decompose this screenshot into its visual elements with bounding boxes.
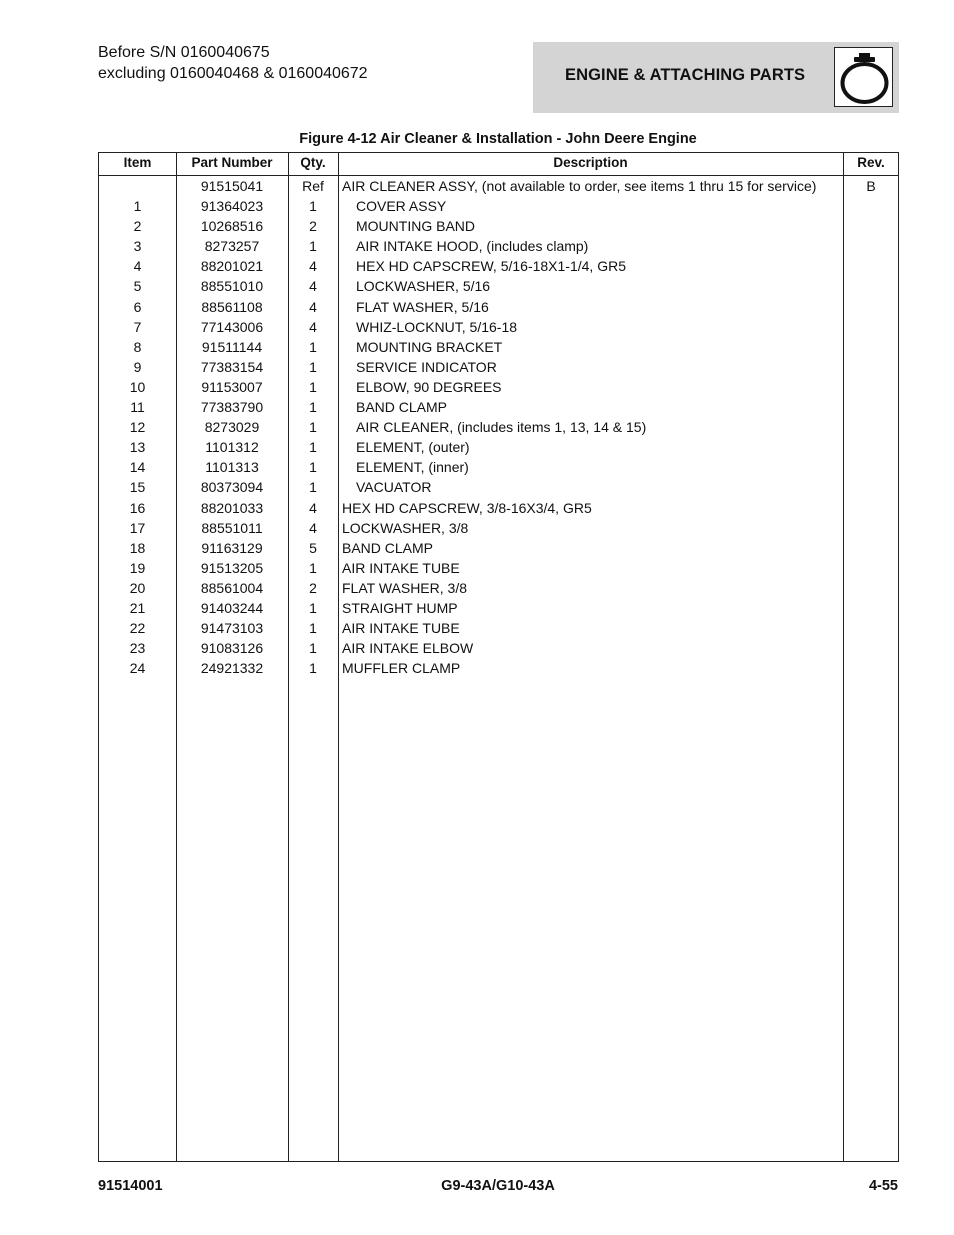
table-row [99,357,898,377]
table-row [99,538,898,558]
table-row [99,276,898,296]
quantity: 2 [309,218,317,235]
quantity: 1 [309,419,317,436]
section-title: ENGINE & ATTACHING PARTS [565,66,806,84]
part-number: 88551010 [200,278,264,295]
table-row [99,578,898,598]
table-row [99,256,898,276]
table-row [99,297,898,317]
description: FLAT WASHER, 3/8 [342,579,467,596]
part-number: 77383790 [200,399,264,416]
part-number: 8273029 [204,419,260,436]
table-row [99,558,898,578]
description: LOCKWASHER, 5/16 [356,278,491,295]
table-row [99,176,898,196]
item-number: 19 [129,559,146,576]
description: BAND CLAMP [356,399,448,416]
part-number: 88201033 [200,499,264,516]
part-number: 24921332 [200,660,264,677]
description: AIR INTAKE HOOD, (includes clamp) [356,238,589,255]
description: AIR CLEANER ASSY, (not available to order, see items 1 thru 15 for service) [342,178,817,194]
quantity: 1 [309,620,317,637]
item-number: 11 [130,399,145,416]
table-row [99,598,898,618]
description: HEX HD CAPSCREW, 5/16-18X1-1/4, GR5 [356,258,626,275]
description: ELEMENT, (inner) [356,459,469,476]
quantity: 4 [309,278,317,295]
item-number: 16 [129,499,146,516]
item-number: 20 [129,579,146,596]
parts-table [98,152,899,1162]
item-number: 18 [129,539,146,556]
quantity: 1 [309,640,317,657]
table-row [99,457,898,477]
description: AIR CLEANER, (includes items 1, 13, 14 & 15) [356,419,647,436]
table-row [99,618,898,638]
footer-page-number: 4-55 [868,1178,898,1194]
serial-note-line-2: excluding 0160040468 & 0160040672 [98,65,368,82]
part-number: 91153007 [201,378,263,395]
table-body [99,176,898,678]
description: MOUNTING BAND [356,218,475,235]
description: MUFFLER CLAMP [342,660,461,677]
table-row [99,236,898,256]
column-header-rev: Rev. [857,155,885,170]
quantity: 1 [309,399,317,416]
description: AIR INTAKE ELBOW [342,640,474,657]
part-number: 91511144 [201,338,263,355]
item-number: 8 [133,338,142,355]
item-number: 22 [129,620,146,637]
table-row [99,216,898,236]
table-row [99,658,898,678]
part-number: 1101312 [205,439,259,456]
table-row [99,377,898,397]
quantity: 1 [309,378,317,395]
column-header-description: Description [553,155,628,170]
part-number: 91515041 [200,178,264,194]
column-header-qty: Qty. [300,155,326,170]
column-header-part-number: Part Number [191,155,273,170]
part-number: 88561108 [201,298,263,315]
part-number: 88201021 [200,258,264,275]
quantity: 1 [309,599,317,616]
part-number: 91513205 [200,559,264,576]
table-row [99,518,898,538]
item-number: 14 [129,459,146,476]
part-number: 88551011 [201,519,263,536]
quantity: 1 [309,660,317,677]
part-number: 91163129 [201,539,263,556]
section-tab [533,42,899,113]
item-number: 15 [129,479,146,496]
item-number: 21 [129,599,146,616]
description: HEX HD CAPSCREW, 3/8-16X3/4, GR5 [342,499,592,516]
part-number: 91403244 [200,599,264,616]
table-row [99,477,898,497]
description: BAND CLAMP [342,539,434,556]
item-number: 9 [133,358,142,375]
table-row [99,337,898,357]
quantity: 4 [309,258,317,275]
quantity: 1 [309,198,317,215]
description: STRAIGHT HUMP [342,599,458,616]
description: LOCKWASHER, 3/8 [342,519,469,536]
part-number: 80373094 [200,479,264,496]
engine-icon [834,47,893,107]
quantity: 1 [309,439,317,456]
part-number: 1101313 [205,459,259,476]
quantity: 1 [309,358,317,375]
part-number: 77383154 [200,358,264,375]
item-number: 4 [133,258,142,275]
item-number: 13 [129,439,146,456]
quantity: 1 [309,479,317,496]
description: AIR INTAKE TUBE [342,620,460,637]
item-number: 3 [133,238,142,255]
quantity: 2 [309,579,317,596]
quantity: 1 [309,459,317,476]
part-number: 8273257 [204,238,260,255]
item-number: 5 [133,278,142,295]
quantity: 1 [309,559,317,576]
item-number: 7 [133,318,142,335]
part-number: 91364023 [200,198,264,215]
description: COVER ASSY [356,198,447,215]
serial-note [98,42,368,84]
description: WHIZ-LOCKNUT, 5/16-18 [356,318,518,335]
quantity: 4 [309,298,317,315]
table-row [99,317,898,337]
item-number: 17 [129,519,146,536]
serial-note-line-1: Before S/N 0160040675 [98,44,270,61]
description: MOUNTING BRACKET [356,338,503,355]
revision: B [866,178,876,194]
description: AIR INTAKE TUBE [342,559,460,576]
item-number: 6 [133,298,142,315]
quantity: Ref [302,178,324,194]
footer-model: G9-43A/G10-43A [441,1178,555,1194]
description: VACUATOR [356,479,432,496]
description: FLAT WASHER, 5/16 [356,298,489,315]
quantity: 4 [309,519,317,536]
item-number: 2 [133,218,142,235]
quantity: 1 [309,338,317,355]
item-number: 24 [129,660,146,677]
footer-doc-number: 91514001 [98,1178,163,1194]
item-number: 10 [129,378,146,395]
figure-title: Figure 4-12 Air Cleaner & Installation - John Deere Engine [299,131,697,147]
item-number: 23 [129,640,146,657]
table-row [99,196,898,216]
part-number: 88561004 [200,579,264,596]
description: ELEMENT, (outer) [356,439,470,456]
item-number: 12 [129,419,146,436]
quantity: 4 [309,499,317,516]
column-header-item: Item [123,155,152,170]
description: SERVICE INDICATOR [356,358,497,375]
part-number: 77143006 [200,318,264,335]
part-number: 91083126 [200,640,264,657]
table-row [99,417,898,437]
table-row [99,638,898,658]
description: ELBOW, 90 DEGREES [356,378,502,395]
part-number: 91473103 [200,620,264,637]
item-number: 1 [133,198,142,215]
quantity: 4 [309,318,317,335]
table-row [99,437,898,457]
part-number: 10268516 [200,218,264,235]
quantity: 1 [309,238,317,255]
quantity: 5 [309,539,317,556]
table-row [99,397,898,417]
table-row [99,498,898,518]
